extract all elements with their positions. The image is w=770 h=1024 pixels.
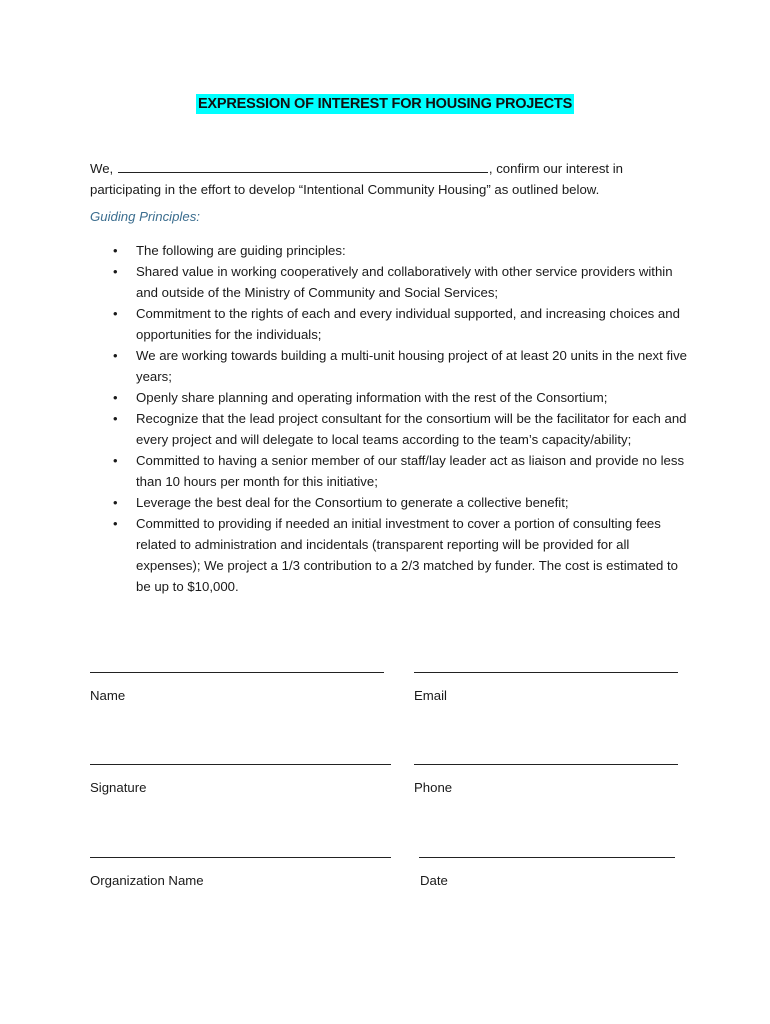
bullet-icon: • [113,495,118,510]
organization-blank-line[interactable] [118,160,488,173]
principle-text: Committed to providing if needed an initial investment to cover a portion of consulting fees related to administration and incidentals (transparent reporting will be provided for all expenses); We project a 1/3 contribution to a 2/3 matched by funder. The cost is estimated to be up to $10,000. [136,516,678,594]
signature-label: Signature [90,780,147,795]
list-item [108,408,688,450]
bullet-icon: • [113,390,118,405]
list-item [108,261,688,303]
list-item [108,387,688,408]
bullet-icon: • [113,348,118,363]
title-wrapper [0,94,770,114]
list-item [108,450,688,492]
principle-text: Shared value in working cooperatively and collaboratively with other service providers within and outside of the Ministry of Community and Social Services; [136,264,673,300]
document-title: EXPRESSION OF INTEREST FOR HOUSING PROJECTS [197,96,573,112]
principle-text: Recognize that the lead project consultant for the consortium will be the facilitator for each and every project and will delegate to local teams according to the team’s capacity/ability; [136,411,687,447]
list-item [108,513,688,597]
intro-suffix: , confirm our interest in [488,161,624,176]
bullet-icon: • [113,306,118,321]
bullet-icon: • [113,264,118,279]
bullet-icon: • [113,516,118,531]
organization-label: Organization Name [90,873,204,888]
section-heading: Guiding Principles: [90,209,200,224]
phone-label: Phone [414,780,453,795]
list-item [108,240,688,261]
list-item [108,303,688,345]
organization-field-line[interactable] [90,857,391,858]
email-field-line[interactable] [414,672,678,673]
principle-text: Commitment to the rights of each and every individual supported, and increasing choices and opportunities for the individuals; [136,306,680,342]
principle-text: Openly share planning and operating information with the rest of the Consortium; [136,390,608,405]
intro-line-2: participating in the effort to develop “Intentional Community Housing” as outlined below. [90,182,600,197]
principles-list [108,240,688,597]
date-label: Date [420,873,448,888]
principle-text: We are working towards building a multi-unit housing project of at least 20 units in the next five years; [136,348,687,384]
signature-field-line[interactable] [90,764,391,765]
principle-text: Committed to having a senior member of our staff/lay leader act as liaison and provide no less than 10 hours per month for this initiative; [136,453,685,489]
bullet-icon: • [113,243,118,258]
bullet-icon: • [113,411,118,426]
name-label: Name [90,688,126,703]
list-item [108,345,688,387]
intro-paragraph [90,158,690,200]
list-item [108,492,688,513]
date-field-line[interactable] [419,857,675,858]
intro-prefix: We, [90,161,114,176]
name-field-line[interactable] [90,672,384,673]
phone-field-line[interactable] [414,764,678,765]
bullet-icon: • [113,453,118,468]
email-label: Email [414,688,447,703]
principle-text: The following are guiding principles: [136,243,346,258]
principle-text: Leverage the best deal for the Consortium to generate a collective benefit; [136,495,569,510]
